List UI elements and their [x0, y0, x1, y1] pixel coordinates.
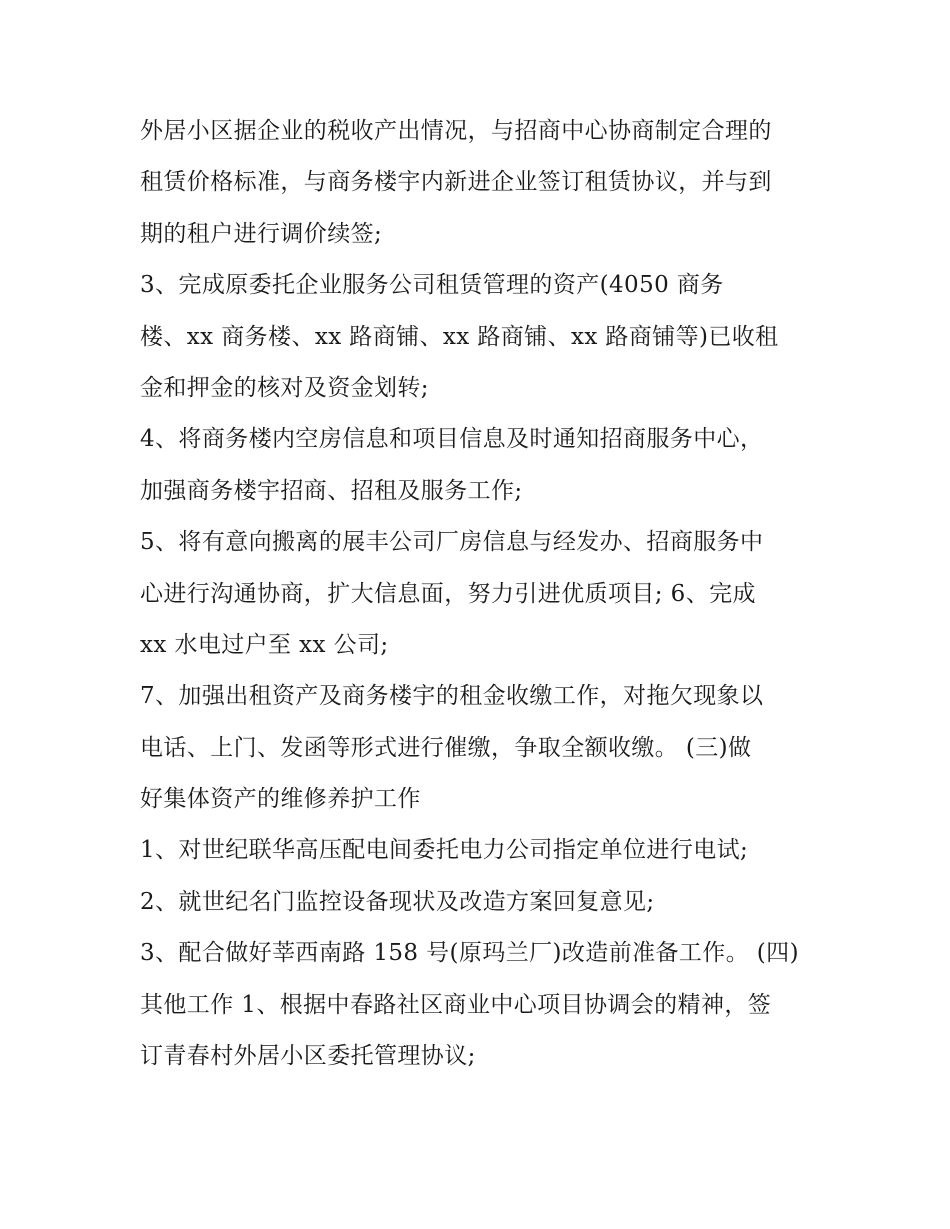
text-line: 外居小区据企业的税收产出情况，与招商中心协商制定合理的 — [140, 118, 772, 144]
text-line: 期的租户进行调价续签; — [140, 220, 383, 247]
text-line: 好集体资产的维修养护工作 — [140, 786, 421, 813]
text-line: 3、完成原委托企业服务公司租赁管理的资产(4050 商务 — [140, 272, 724, 299]
text-line: 心进行沟通协商，扩大信息面，努力引进优质项目; 6、完成 — [140, 580, 756, 607]
text-line: 订青春村外居小区委托管理协议; — [140, 1043, 476, 1070]
text-line: 租赁价格标准，与商务楼宇内新进企业签订租赁协议，并与到 — [140, 169, 772, 196]
text-line: 1、对世纪联华高压配电间委托电力公司指定单位进行电试; — [140, 837, 749, 864]
text-line: 楼、xx 商务楼、xx 路商铺、xx 路商铺、xx 路商铺等)已收租 — [140, 323, 779, 350]
text-line: 2、就世纪名门监控设备现状及改造方案回复意见; — [140, 888, 655, 915]
text-line: 5、将有意向搬离的展丰公司厂房信息与经发办、招商服务中 — [140, 529, 764, 556]
text-line: 7、加强出租资产及商务楼宇的租金收缴工作，对拖欠现象以 — [140, 683, 764, 710]
document-body — [140, 106, 840, 1082]
text-line: 其他工作 1、根据中春路社区商业中心项目协调会的精神，签 — [140, 991, 772, 1018]
text-line: 电话、上门、发函等形式进行催缴，争取全额收缴。 (三)做 — [140, 734, 752, 761]
text-line: 3、配合做好莘西南路 158 号(原玛兰厂)改造前准备工作。 (四) — [140, 940, 799, 967]
text-line: 金和押金的核对及资金划转; — [140, 374, 429, 401]
text-line: 加强商务楼宇招商、招租及服务工作; — [140, 477, 523, 504]
text-line: xx 水电过户至 xx 公司; — [140, 631, 389, 658]
text-line: 4、将商务楼内空房信息和项目信息及时通知招商服务中心， — [140, 426, 764, 453]
